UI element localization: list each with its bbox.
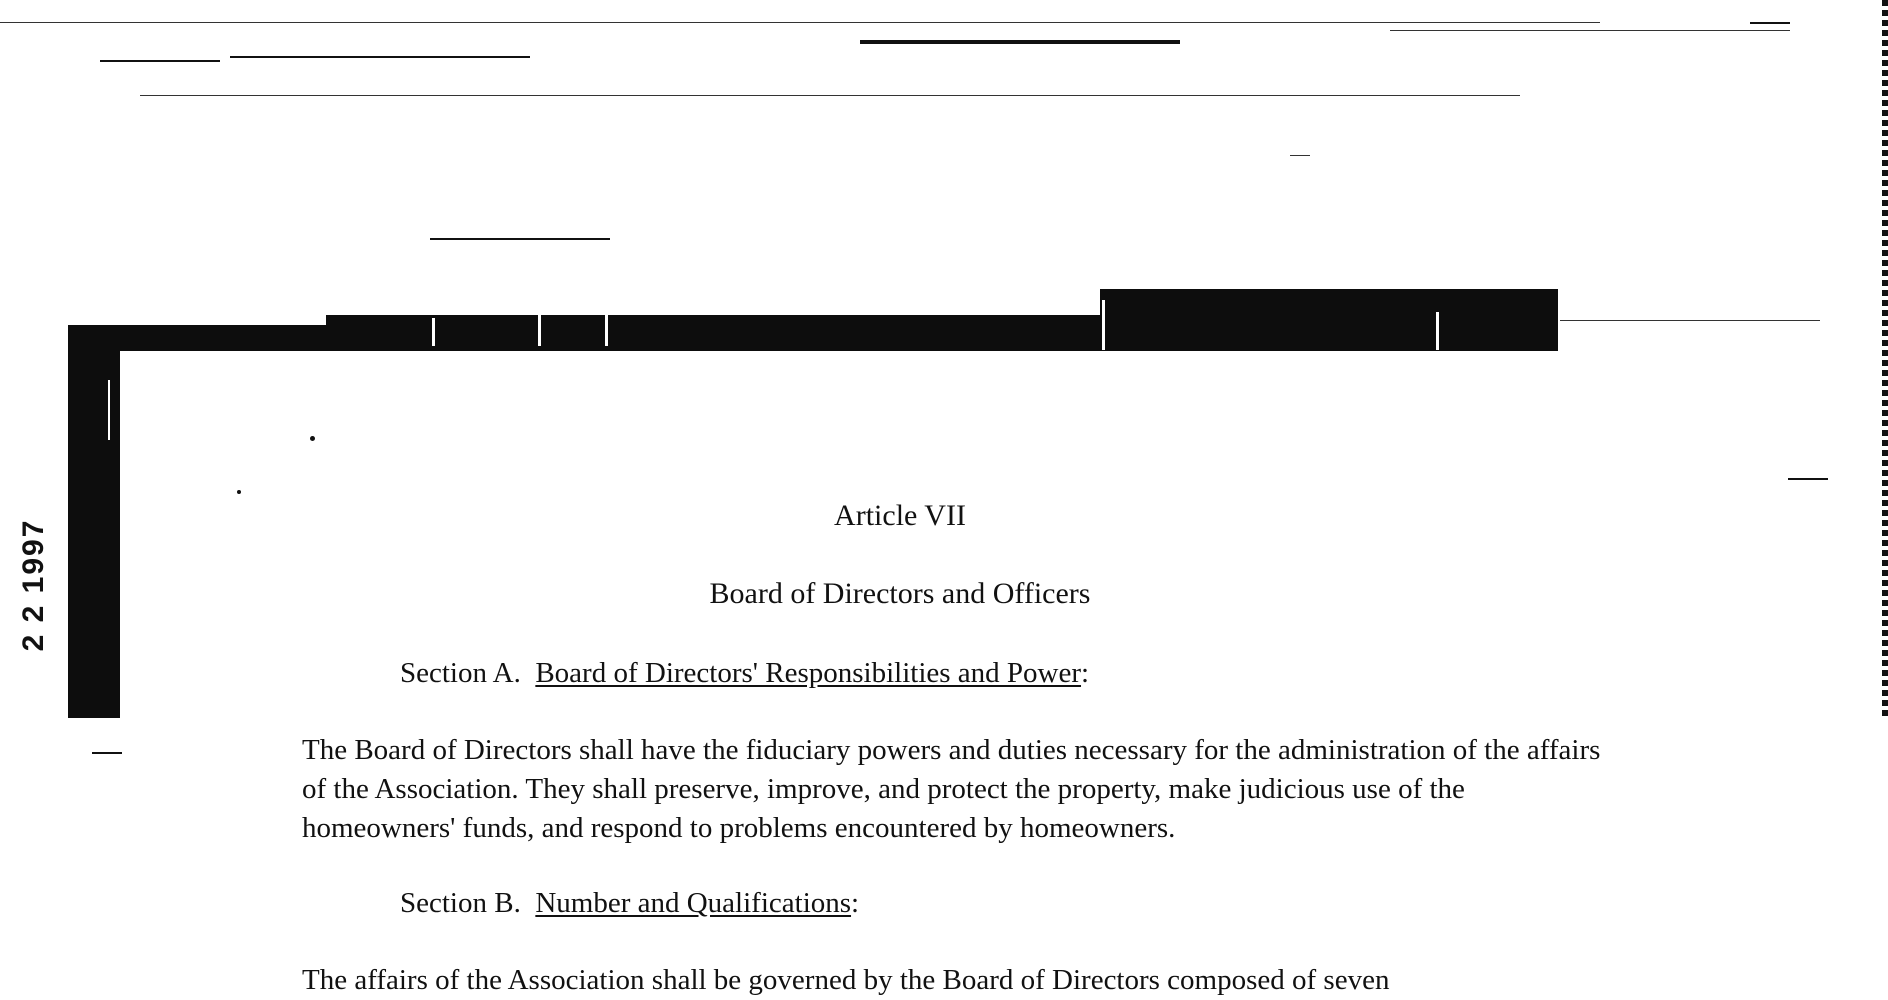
section-b-title: Number and Qualifications xyxy=(535,887,852,919)
scan-line xyxy=(1750,22,1790,24)
scan-line xyxy=(140,95,1520,96)
section-a-title: Board of Directors' Responsibilities and Power xyxy=(535,657,1082,689)
stamp-text: 2 2 1997 xyxy=(17,518,50,652)
scan-scratch xyxy=(605,300,608,346)
article-subtitle: Board of Directors and Officers xyxy=(709,577,1091,610)
scan-line xyxy=(92,752,122,754)
article-title: Article VII xyxy=(834,499,966,532)
scan-scratch xyxy=(538,310,541,346)
scan-line xyxy=(1290,155,1310,156)
scan-line xyxy=(430,238,610,240)
scan-dot xyxy=(237,490,241,494)
section-b-heading xyxy=(400,885,859,921)
section-a-heading xyxy=(400,655,1089,691)
scan-scratch xyxy=(1436,312,1439,350)
scan-line xyxy=(1560,320,1820,321)
scan-line xyxy=(230,56,530,58)
scan-scratch xyxy=(1102,300,1105,350)
scan-border-top xyxy=(68,325,1558,351)
scan-line xyxy=(1788,478,1828,480)
section-b-body: The affairs of the Association shall be governed by the Board of Directors composed of seven xyxy=(302,964,1390,996)
scan-border-top xyxy=(1100,289,1558,317)
scan-line xyxy=(1390,30,1790,31)
section-b-label: Section B. xyxy=(400,887,521,919)
section-b-colon: : xyxy=(851,887,860,919)
scan-border-right xyxy=(1882,0,1888,720)
section-a-colon: : xyxy=(1081,657,1090,689)
section-a-body: The Board of Directors shall have the fiduciary powers and duties necessary for the administration of the affairs of the Association. They shall preserve, improve, and protect the property, make judicious use of the homeowners' funds, and respond to problems encountered by homeowners. xyxy=(302,734,1601,844)
section-a-label: Section A. xyxy=(400,657,521,689)
scan-line xyxy=(0,22,1600,23)
scan-scratch xyxy=(108,380,110,440)
scan-dot xyxy=(310,436,315,441)
scan-scratch xyxy=(432,318,435,346)
scan-line xyxy=(860,40,1180,44)
scan-line xyxy=(100,60,220,62)
